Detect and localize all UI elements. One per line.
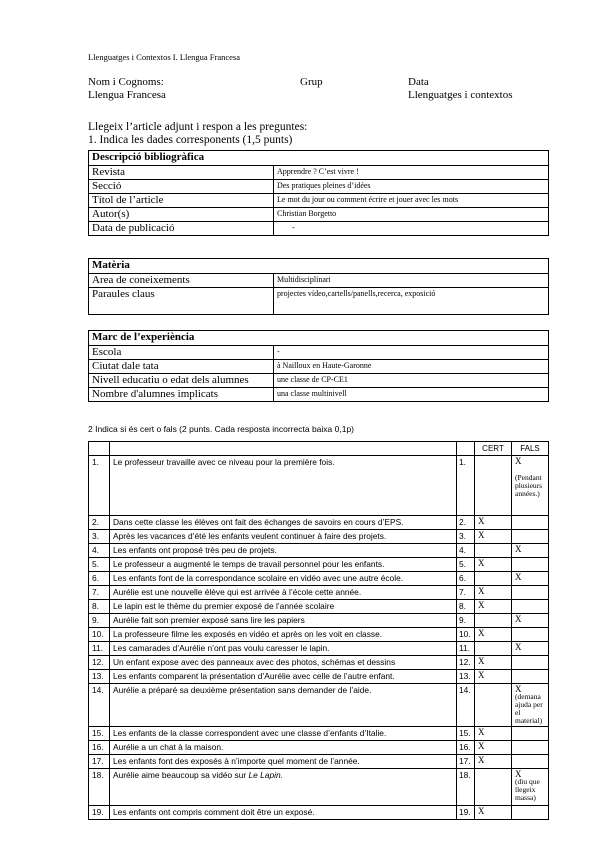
question-text <box>110 530 457 544</box>
materia-table <box>88 258 549 315</box>
fals-answer-cell[interactable] <box>512 769 549 806</box>
fals-answer-cell[interactable] <box>512 755 549 769</box>
question-text-content: Aurélie aime beaucoup sa vidéo sur <box>113 770 247 780</box>
experiencia-title: Marc de l’experiència <box>89 331 549 346</box>
cert-answer-cell[interactable]: X <box>475 628 512 642</box>
question-text <box>110 741 457 755</box>
cert-answer-cell[interactable]: X <box>475 670 512 684</box>
question-text-content: Les enfants de la classe correspondent avec une classe d’enfants d’Italie. <box>113 728 387 738</box>
fals-mark: X <box>515 684 522 694</box>
table-row <box>89 806 549 820</box>
question-number: 12. <box>89 656 110 670</box>
question-number: 19. <box>89 806 110 820</box>
cert-answer-cell[interactable] <box>475 456 512 516</box>
table-row: Nombre d'alumnes implicats una classe multinivell <box>89 388 549 402</box>
question-number: 1. <box>89 456 110 516</box>
fals-mark: X <box>515 642 522 652</box>
question-text <box>110 628 457 642</box>
cert-answer-cell[interactable]: X <box>475 516 512 530</box>
answer-number: 16. <box>457 741 475 755</box>
fals-answer-cell[interactable] <box>512 558 549 572</box>
student-info <box>88 76 548 102</box>
question-text <box>110 727 457 741</box>
table-row <box>89 600 549 614</box>
cert-answer-cell[interactable]: X <box>475 586 512 600</box>
answer-number: 5. <box>457 558 475 572</box>
question-text-content: Les camarades d’Aurélie n’ont pas voulu caresser le lapin. <box>113 643 330 653</box>
table-row: Autor(s) Christian Borgetto <box>89 208 549 222</box>
fals-note: (Pendant plusieurs années.) <box>515 473 543 498</box>
field-value[interactable]: - <box>274 222 549 236</box>
field-value[interactable]: una classe multinivell <box>274 388 549 402</box>
table-row <box>89 727 549 741</box>
fals-note: (demana ajuda per el material) <box>515 692 543 725</box>
field-value[interactable]: Des pratiques pleines d’idées <box>274 180 549 194</box>
fals-mark: X <box>515 456 522 466</box>
fals-answer-cell[interactable] <box>512 806 549 820</box>
table-row <box>89 642 549 656</box>
table-row: Nivell educatiu o edat dels alumnes une classe de CP-CE1 <box>89 374 549 388</box>
fals-header: FALS <box>512 442 549 456</box>
table-row: Data de publicació - <box>89 222 549 236</box>
question-text <box>110 684 457 727</box>
answer-number: 8. <box>457 600 475 614</box>
question-number: 10. <box>89 628 110 642</box>
question-text-content: Aurélie est une nouvelle élève qui est arrivée à l’école cette année. <box>113 587 362 597</box>
question-text <box>110 600 457 614</box>
answer-number: 11. <box>457 642 475 656</box>
cert-answer-cell[interactable] <box>475 684 512 727</box>
table-row <box>89 684 549 727</box>
cert-answer-cell[interactable]: X <box>475 741 512 755</box>
question-text-content: Aurélie a un chat à la maison. <box>113 742 224 752</box>
cert-header: CERT <box>475 442 512 456</box>
question-2-title: 2 Indica si és cert o fals (2 punts. Cada resposta incorrecta baixa 0,1p) <box>88 424 354 434</box>
question-1-title: 1. Indica les dades corresponents (1,5 punts) <box>88 134 293 146</box>
cert-answer-cell[interactable] <box>475 614 512 628</box>
fals-mark: X <box>515 614 522 624</box>
cert-answer-cell[interactable] <box>475 642 512 656</box>
question-text <box>110 806 457 820</box>
fals-answer-cell[interactable] <box>512 614 549 628</box>
table-row <box>89 456 549 516</box>
name-label: Nom i Cognoms: <box>88 76 164 88</box>
answer-number: 12. <box>457 656 475 670</box>
fals-answer-cell[interactable] <box>512 727 549 741</box>
fals-answer-cell[interactable] <box>512 600 549 614</box>
question-text <box>110 614 457 628</box>
cert-answer-cell[interactable] <box>475 769 512 806</box>
fals-answer-cell[interactable] <box>512 684 549 727</box>
cert-answer-cell[interactable] <box>475 572 512 586</box>
answer-number: 7. <box>457 586 475 600</box>
table-row <box>89 558 549 572</box>
answer-number: 1. <box>457 456 475 516</box>
answer-number: 9. <box>457 614 475 628</box>
cert-answer-cell[interactable]: X <box>475 806 512 820</box>
question-text-content: Le professeur travaille avec ce niveau pour la première fois. <box>113 457 335 467</box>
true-false-table <box>88 441 549 820</box>
question-number: 15. <box>89 727 110 741</box>
answer-number: 4. <box>457 544 475 558</box>
answer-number: 19. <box>457 806 475 820</box>
fals-answer-cell[interactable] <box>512 642 549 656</box>
fals-answer-cell[interactable] <box>512 656 549 670</box>
answer-number: 13. <box>457 670 475 684</box>
question-text <box>110 456 457 516</box>
fals-answer-cell[interactable] <box>512 586 549 600</box>
biblio-title: Descripció bibliogràfica <box>89 151 549 166</box>
table-row: Escola - <box>89 346 549 360</box>
question-text <box>110 572 457 586</box>
subject-label: Llengua Francesa <box>88 89 166 101</box>
group-label: Grup <box>300 76 323 88</box>
question-text-content: La professeure filme les exposés en vidéo et après on les voit en classe. <box>113 629 383 639</box>
answer-number: 15. <box>457 727 475 741</box>
question-text <box>110 670 457 684</box>
question-text-content: Le professeur a augmenté le temps de travail personnel pour les enfants. <box>113 559 385 569</box>
cert-answer-cell[interactable]: X <box>475 727 512 741</box>
question-number: 4. <box>89 544 110 558</box>
question-text <box>110 642 457 656</box>
question-text-italic: Le Lapin. <box>248 770 283 780</box>
question-text-content: Dans cette classe les élèves ont fait des échanges de savoirs en cours d’EPS. <box>113 517 404 527</box>
question-text-content: Aurélie a préparé sa deuxième présentation sans demander de l’aide. <box>113 685 372 695</box>
table-row <box>89 741 549 755</box>
fals-answer-cell[interactable] <box>512 572 549 586</box>
table-row <box>89 530 549 544</box>
question-number: 7. <box>89 586 110 600</box>
fals-answer-cell[interactable] <box>512 628 549 642</box>
fals-answer-cell[interactable] <box>512 530 549 544</box>
intro-line-1: Llegeix l’article adjunt i respon a les preguntes: <box>88 121 308 133</box>
fals-answer-cell[interactable] <box>512 456 549 516</box>
field-value[interactable]: Le mot du jour ou comment écrire et jouer avec les mots <box>274 194 549 208</box>
fals-note: (diu que llegeix massa) <box>515 777 540 802</box>
question-text-content: Un enfant expose avec des panneaux avec des photos, schémas et dessins <box>113 657 396 667</box>
fals-answer-cell[interactable] <box>512 670 549 684</box>
question-number: 3. <box>89 530 110 544</box>
biblio-table <box>88 150 549 236</box>
question-text-content: Le lapin est le thème du premier exposé de l’année scolaire <box>113 601 335 611</box>
field-value[interactable]: à Nailloux en Haute-Garonne <box>274 360 549 374</box>
answer-number: 3. <box>457 530 475 544</box>
question-number: 8. <box>89 600 110 614</box>
question-number: 14. <box>89 684 110 727</box>
table-row <box>89 670 549 684</box>
field-value[interactable]: Christian Borgetto <box>274 208 549 222</box>
answer-number: 2. <box>457 516 475 530</box>
table-row <box>89 572 549 586</box>
materia-title: Matèria <box>89 259 549 274</box>
question-text-content: Les enfants font de la correspondance scolaire en vidéo avec une autre école. <box>113 573 404 583</box>
cert-answer-cell[interactable]: X <box>475 600 512 614</box>
field-value[interactable]: Apprendre ? C’est vivre ! <box>274 166 549 180</box>
cert-answer-cell[interactable]: X <box>475 530 512 544</box>
table-row: Revista Apprendre ? C’est vivre ! <box>89 166 549 180</box>
table-row <box>89 755 549 769</box>
question-text-content: Les enfants font des exposés à n’importe quel moment de l’année. <box>113 756 360 766</box>
answer-number: 10. <box>457 628 475 642</box>
question-text <box>110 558 457 572</box>
table-row <box>89 516 549 530</box>
question-text-content: Les enfants ont proposé très peu de projets. <box>113 545 277 555</box>
fals-answer-cell[interactable] <box>512 544 549 558</box>
fals-answer-cell[interactable] <box>512 741 549 755</box>
question-number: 13. <box>89 670 110 684</box>
question-text <box>110 755 457 769</box>
question-number: 17. <box>89 755 110 769</box>
question-text <box>110 769 457 806</box>
table-row <box>89 628 549 642</box>
date-label: Data <box>408 76 429 88</box>
course-line: Llenguatges i Contextos I. Llengua Francesa <box>88 52 241 62</box>
table-row: Ciutat dale tata à Nailloux en Haute-Garonne <box>89 360 549 374</box>
question-text <box>110 544 457 558</box>
table-row: Secció Des pratiques pleines d’idées <box>89 180 549 194</box>
table-row <box>89 656 549 670</box>
question-number: 2. <box>89 516 110 530</box>
cert-answer-cell[interactable]: X <box>475 558 512 572</box>
question-number: 18. <box>89 769 110 806</box>
table-row <box>89 586 549 600</box>
cert-answer-cell[interactable]: X <box>475 656 512 670</box>
question-number: 9. <box>89 614 110 628</box>
field-value[interactable]: - <box>274 346 549 360</box>
field-value[interactable]: projectes vídeo,cartells/panells,recerca, exposició <box>274 288 549 315</box>
fals-mark: X <box>515 769 522 779</box>
table-row <box>89 614 549 628</box>
question-text-content: Les enfants comparent la présentation d’Aurélie avec celle de l’autre enfant. <box>113 671 395 681</box>
table-row: Area de coneixements Multidisciplinari <box>89 274 549 288</box>
field-value[interactable]: une classe de CP-CE1 <box>274 374 549 388</box>
table-row <box>89 769 549 806</box>
field-value[interactable]: Multidisciplinari <box>274 274 549 288</box>
subject2-label: Llenguatges i contextos <box>408 89 513 101</box>
question-text-content: Les enfants ont compris comment doit être un exposé. <box>113 807 315 817</box>
answer-number: 6. <box>457 572 475 586</box>
answer-number: 18. <box>457 769 475 806</box>
cert-answer-cell[interactable] <box>475 544 512 558</box>
question-text <box>110 656 457 670</box>
table-row: Títol de l’article Le mot du jour ou comment écrire et jouer avec les mots <box>89 194 549 208</box>
question-number: 5. <box>89 558 110 572</box>
fals-mark: X <box>515 544 522 554</box>
fals-answer-cell[interactable] <box>512 516 549 530</box>
question-number: 6. <box>89 572 110 586</box>
fals-mark: X <box>515 572 522 582</box>
question-number: 11. <box>89 642 110 656</box>
cert-answer-cell[interactable]: X <box>475 755 512 769</box>
question-text <box>110 586 457 600</box>
table-row: Paraules claus projectes vídeo,cartells/panells,recerca, exposició <box>89 288 549 315</box>
question-number: 16. <box>89 741 110 755</box>
question-text <box>110 516 457 530</box>
experiencia-table <box>88 330 549 402</box>
answer-number: 17. <box>457 755 475 769</box>
table-row <box>89 544 549 558</box>
question-text-content: Aurélie fait son premier exposé sans lire les papiers <box>113 615 305 625</box>
answer-number: 14. <box>457 684 475 727</box>
intro <box>88 121 307 147</box>
question-text-content: Après les vacances d’été les enfants veulent continuer à faire des projets. <box>113 531 387 541</box>
